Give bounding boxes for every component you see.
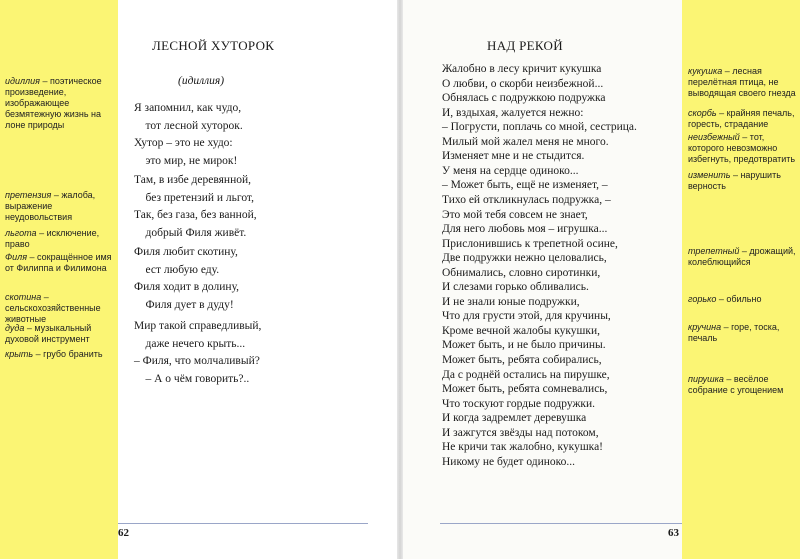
gloss-entry [688,170,796,192]
right-verse-line: И, вздыхая, жалуется нежно: [442,106,584,119]
left-verse-line: Филя любит скотину, [134,246,238,258]
left-verse-line: Мир такой справедливый, [134,320,262,332]
gloss-entry [5,190,113,223]
right-page-rule [440,523,682,524]
gloss-word: изменить [688,170,731,180]
right-verse-line: О любви, о скорби неизбежной... [442,77,604,90]
right-verse-line: Две подружки нежно целовались, [442,252,607,265]
gloss-entry [5,349,113,360]
gloss-entry [5,292,113,325]
gloss-entry [5,76,113,131]
gloss-definition: – весёлое собрание с угощением [688,374,784,395]
gloss-word: претензия [5,190,52,200]
labirint-watermark-logo [690,525,795,547]
gloss-definition: – тот, которого невозможно избегнуть, предотвратить [688,132,796,164]
right-verse-line: Что тоскуют гордые подружки. [442,397,596,410]
left-verse-line: Там, в избе деревянной, [134,174,252,186]
right-verse-line: Для него любовь моя – игрушка... [442,223,608,236]
gloss-definition: – сокращённое имя от Филиппа и Филимона [5,252,112,273]
right-verse-line: Жалобно в лесу кричит кукушка [442,63,602,75]
right-verse-line: – Погрусти, поплачь со мной, сестрица. [442,121,637,134]
gloss-definition: – лесная перелётная птица, не выводящая своего гнезда [688,66,796,98]
gloss-entry [688,132,796,165]
gloss-definition: – исключение, право [5,228,100,249]
gloss-word: скотина [5,292,42,302]
right-verse-line: Может быть, ребята собирались, [442,354,602,366]
gloss-word: Филя [5,252,28,262]
right-verse-line: Никому не будет одиноко... [442,455,576,468]
right-verse-line: И когда задремлет деревушка [442,412,587,425]
gloss-word: идиллия [5,76,40,86]
gloss-entry [5,228,113,250]
gloss-definition: – дрожащий, колеблющийся [688,246,796,267]
gloss-word: пирушка [688,374,724,384]
left-verse-line: Я запомнил, как чудо, [134,102,242,114]
gloss-definition: – обильно [716,294,762,304]
gloss-word: льгота [5,228,37,238]
gloss-definition: – музыкальный духовой инструмент [5,323,92,344]
gloss-word: крыть [5,349,34,359]
gloss-entry [5,252,113,274]
right-verse-line: Прислонившись к трепетной осине, [442,237,618,250]
gloss-entry [5,323,113,345]
right-page-number: 63 [668,527,679,539]
left-page-title: ЛЕСНОЙ ХУТОРОК [152,38,275,53]
gloss-definition: – горе, тоска, печаль [688,322,780,343]
gloss-word: кукушка [688,66,723,76]
right-verse-line: Кроме вечной жалобы кукушки, [442,324,601,337]
right-verse-line: Может быть, ребята сомневались, [442,383,608,396]
right-verse-line: И зажгутся звёзды над потоком, [442,426,599,439]
right-verse-line: Может быть, и не было причины. [442,339,606,352]
gloss-word: дуда [5,323,25,333]
gloss-entry [688,322,796,344]
left-verse-line: Хутор – это не худо: [134,137,233,149]
left-verse-line: это мир, не мирок! [134,154,238,167]
gloss-definition: – крайняя печаль, горесть, страдание [688,108,795,129]
gloss-definition: – грубо бранить [33,349,103,359]
left-verse-line: тот лесной хуторок. [134,119,243,132]
right-verse-line: У меня на сердце одиноко... [442,164,579,177]
right-verse-line: Что для грусти этой, для кручины, [442,310,611,323]
gloss-word: кручина [688,322,722,332]
left-verse-line: добрый Филя живёт. [134,226,247,239]
gloss-entry [688,374,796,396]
gloss-definition: – сельскохозяйственные животные [5,292,101,324]
right-verse-line: И не знали юные подружки, [442,295,580,308]
right-verse-line: Милый мой жалел меня не много. [442,135,609,148]
gloss-definition: – поэтическое произведение, изображающее безмятежную жизнь на лоне природы [5,76,102,130]
gloss-definition: – жалоба, выражение неудовольствия [5,190,96,222]
right-verse-line: Обнимались, словно сиротинки, [442,266,601,279]
left-page-subtitle: (идиллия) [178,75,225,87]
gloss-word: трепетный [688,246,740,256]
right-verse-line: Да с роднёй остались на пирушке, [442,368,610,381]
left-verse-line: даже нечего крыть... [134,337,246,350]
book-gutter [397,0,403,559]
gloss-entry [688,246,796,268]
left-verse-line: Филя ходит в долину, [134,281,240,293]
left-verse-line: – А о чём говорить?.. [134,372,250,385]
gloss-word: скорбь [688,108,717,118]
gloss-entry [688,108,796,130]
right-verse-line: Это мой тебя совсем не знает, [442,208,588,221]
right-verse-line: Обнялась с подружкою подружка [442,92,606,105]
gloss-entry [688,294,796,305]
gloss-entry [688,66,796,99]
left-verse-line: Филя дует в дуду! [134,298,234,311]
gloss-definition: – нарушить верность [688,170,781,191]
left-verse-line: – Филя, что молчаливый? [134,355,260,367]
gloss-word: неизбежный [688,132,740,142]
left-page-number: 62 [118,527,129,539]
left-verse-line: без претензий и льгот, [134,191,254,204]
right-verse-line: Изменяет мне и не стыдится. [442,150,585,163]
gloss-word: горько [688,294,717,304]
right-verse-line: Не кричи так жалобно, кукушка! [442,441,604,454]
right-verse-line: Тихо ей откликнулась подружка, – [442,193,611,206]
right-page-title: НАД РЕКОЙ [487,38,563,53]
left-verse-line: Так, без газа, без ванной, [134,209,257,221]
right-verse-line: И слезами горько обливались. [442,281,589,294]
left-verse-line: ест любую еду. [134,263,220,276]
left-page-rule [118,523,368,524]
right-verse-line: – Может быть, ещё не изменяет, – [442,179,608,192]
